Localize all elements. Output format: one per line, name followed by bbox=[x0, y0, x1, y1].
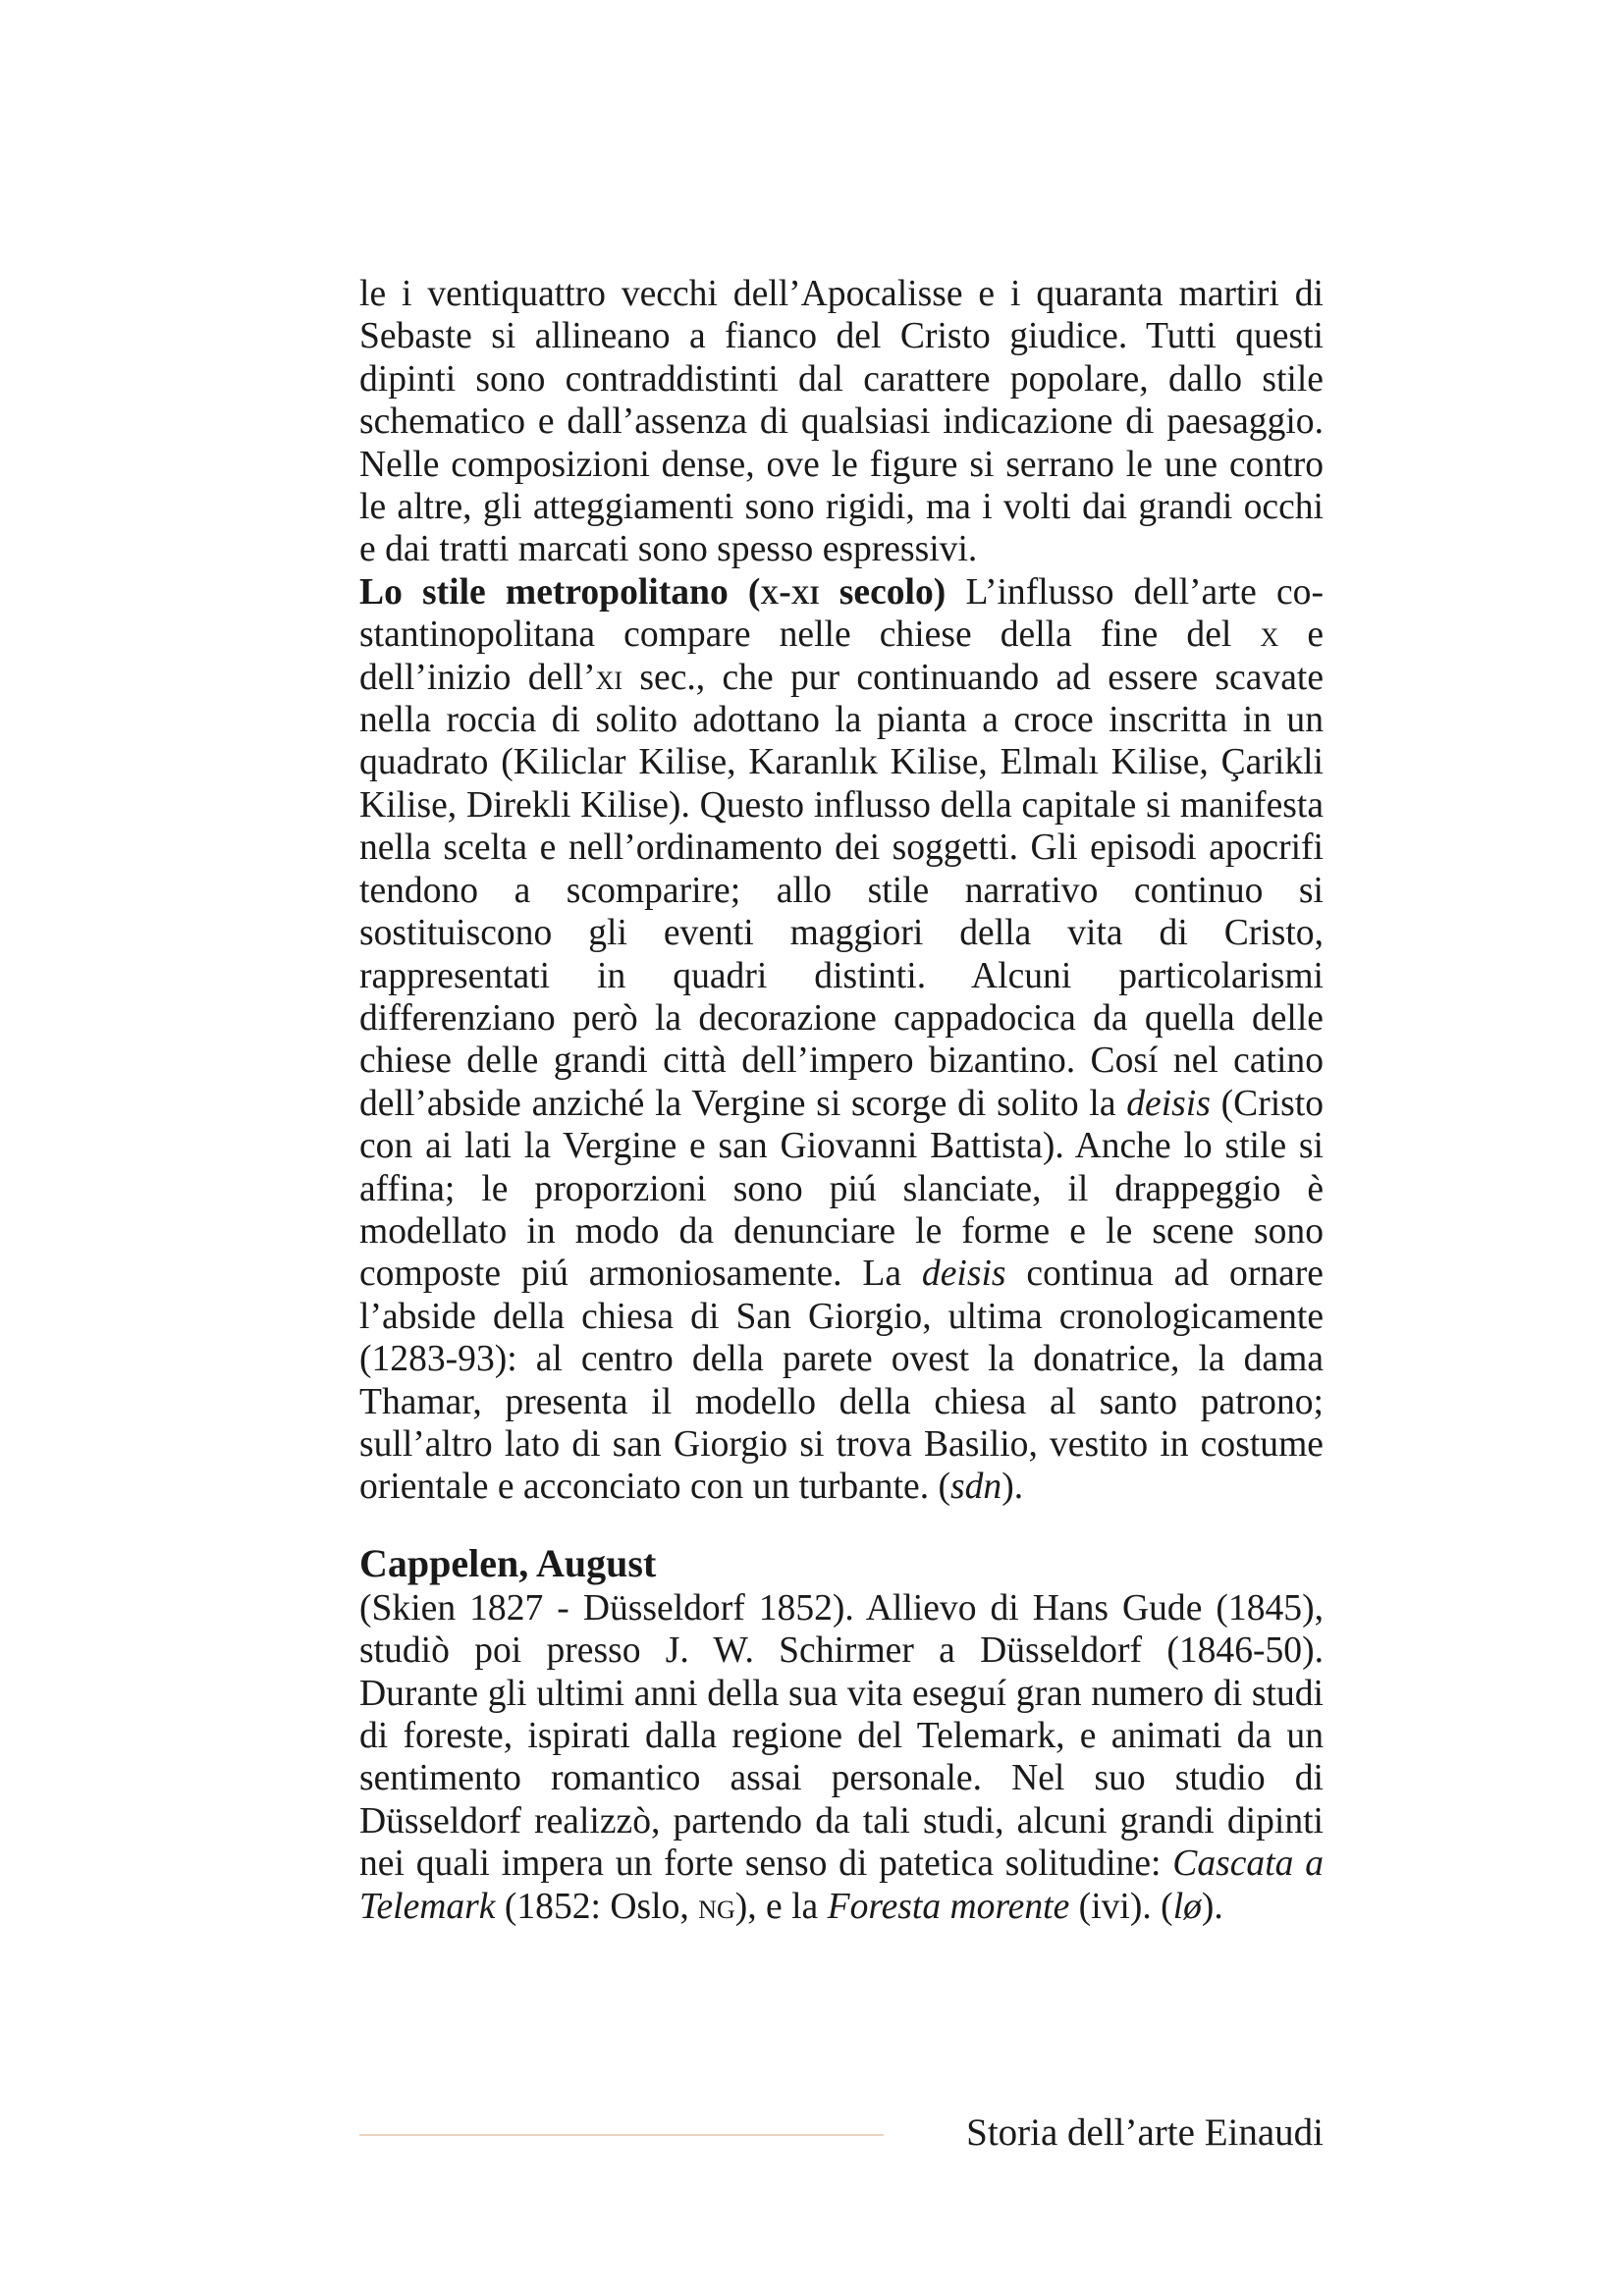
century-numeral: xi bbox=[595, 657, 623, 698]
text-run: (Skien 1827 - Düsseldorf 1852). Allievo di Hans Gude (1845), studiò poi presso J. W. Schirmer a Düsseldorf (1846-50). Durante gli ultimi anni della sua vita eseguí gran numero di studi di foreste, ispirati dalla regione del Telemark, e animati da un sentimento romantico assai personale. Nel suo studio di Düsseldorf realizzò, partendo da tali studi, alcuni grandi dipinti nei quali impera un forte senso di patetica solitudine: bbox=[359, 1587, 1324, 1885]
artwork-title: Cascata a Telemark bbox=[359, 1843, 1325, 1927]
text-run: ). bbox=[1001, 1467, 1024, 1508]
text-run: continua ad ornare l’abside della chiesa di San Giorgio, ultima cronologicamente (1283-93): al centro della parete ovest la donatrice, la dama Thamar, presenta il modello della chiesa al santo patrono; sull’altro lato di san Giorgio si trova Basilio, vestito in costume orientale e acconciato con un turbante. ( bbox=[359, 1254, 1324, 1508]
main-text-column bbox=[359, 273, 1324, 1928]
paragraph-cappelen bbox=[359, 1587, 1324, 1928]
italic-term: deisis bbox=[921, 1254, 1006, 1295]
text-run: ), e la bbox=[734, 1886, 828, 1927]
text-run: le i ventiquattro vecchi dell’Apocalisse e i quaranta martiri di Sebaste si allineano a fianco del Cristo giudice. Tutti questi dipinti sono contraddistinti dal carattere popolare, dallo stile schematico e dall’assenza di qualsiasi indicazione di paesaggio. Nelle composizioni dense, ove le figure si serrano le une contro le altre, gli atteggiamenti sono rigidi, ma i volti dai grandi occhi e dai tratti marcati sono spesso espressivi. bbox=[359, 274, 1324, 570]
text-run: (Cristo con ai lati la Vergine e san Giovanni Battista). Anche lo stile si affina; le proporzioni sono piú slanciate, il drappeggio è modellato in modo da denunciare le forme e le scene sono composte piú armoniosamente. La bbox=[359, 1083, 1325, 1295]
text-run: e dell’inizio dell’ bbox=[359, 614, 1325, 698]
paragraph-metropolitan-style bbox=[359, 571, 1324, 1509]
author-initials: lø bbox=[1172, 1886, 1202, 1927]
section-heading bbox=[359, 572, 946, 613]
text-run: sec., che pur continuando ad essere scavate nella roccia di solito adottano la pianta a croce inscritta in un quadrato (Kiliclar Kilise, Karanlık Kilise, Elmalı Kilise, Çarikli Kilise, Direkli Kilise). Questo influsso della capitale si manifesta nella scelta e nell’ordinamento dei soggetti. Gli episodi apocrifi tendono a scomparire; allo stile narrativo continuo si sostituiscono gli eventi maggiori della vita di Cristo, rappresentati in quadri distinti. Alcuni particolarismi differenziano però la decorazione cappadocica da quella delle chiese delle grandi città dell’impero bizantino. Cosí nel catino dell’abside anziché la Vergine si scorge di solito la bbox=[359, 657, 1324, 1124]
footer-publication-title: Storia dell’arte Einaudi bbox=[966, 2111, 1324, 2154]
section-heading-text: secolo) bbox=[819, 571, 947, 613]
text-run: (ivi). ( bbox=[1069, 1886, 1173, 1927]
century-numeral: x bbox=[1260, 614, 1279, 656]
footer-rule bbox=[359, 2134, 884, 2136]
text-run: ). bbox=[1201, 1886, 1223, 1927]
artwork-title: Foresta morente bbox=[827, 1886, 1070, 1927]
entry-title: Cappelen, August bbox=[359, 1540, 657, 1585]
italic-term: deisis bbox=[1126, 1083, 1211, 1124]
author-initials: sdn bbox=[950, 1467, 1002, 1508]
text-run: (1852: Oslo, bbox=[495, 1886, 699, 1927]
paragraph-continuation bbox=[359, 273, 1324, 571]
section-heading-text: Lo stile metropolitano ( bbox=[359, 571, 761, 613]
page-footer bbox=[359, 2110, 1324, 2156]
museum-abbreviation: ng bbox=[698, 1886, 735, 1927]
section-heading-centuries: x-xi bbox=[760, 571, 820, 613]
text-run: L’influsso dell’arte costantinopolitana compare nelle chiese della fine del bbox=[359, 571, 1324, 656]
